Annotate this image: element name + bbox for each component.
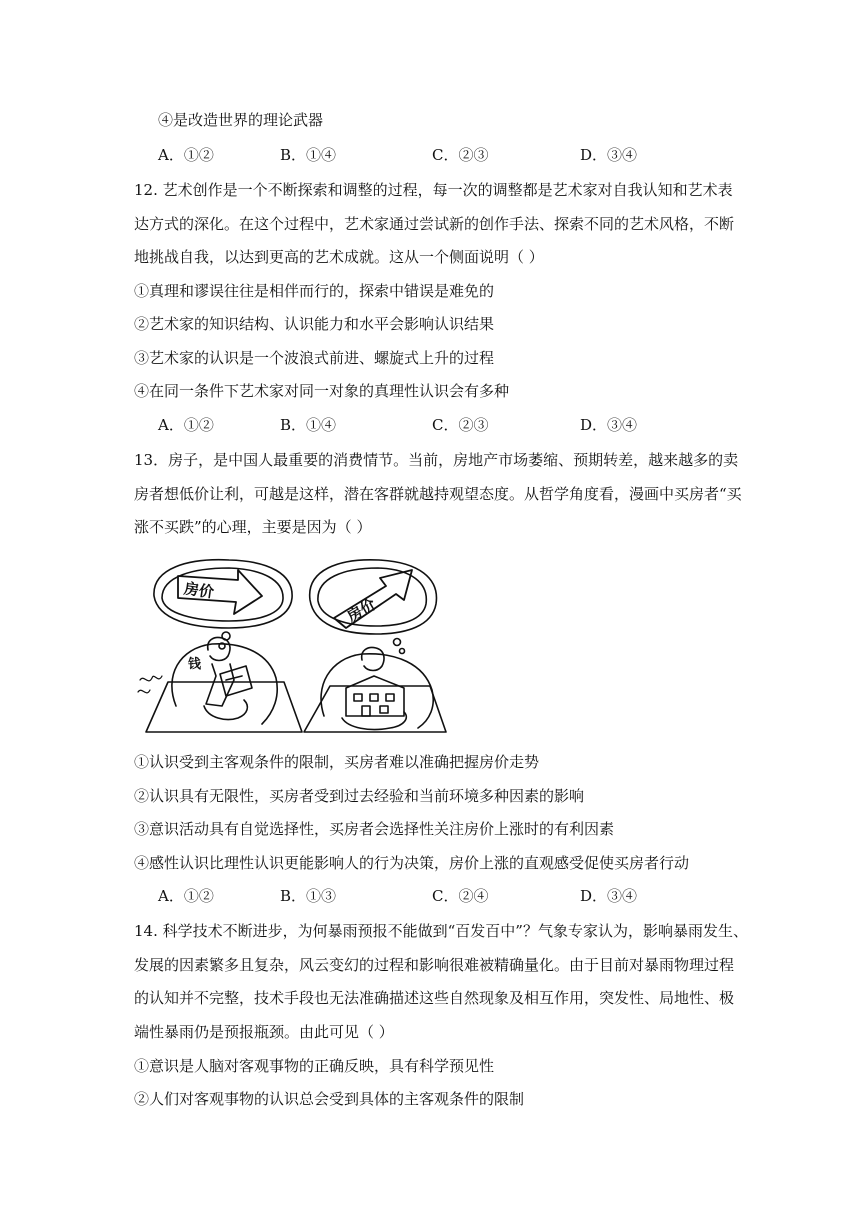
q12-item-2: ②艺术家的知识结构、认识能力和水平会影响认识结果 (134, 315, 495, 333)
right-figure-with-house (304, 648, 446, 733)
q12-options (158, 415, 798, 435)
q12-item-4: ④在同一条件下艺术家对同一对象的真理性认识会有多种 (134, 382, 510, 400)
right-thought-bubble (310, 560, 437, 654)
q13-option-d: D．③④ (580, 887, 638, 905)
q14-item-2: ②人们对客观事物的认识总会受到具体的主客观条件的限制 (134, 1090, 525, 1108)
q13-stem-line-2: 房者想低价让利，可越是这样，潜在客群就越持观望态度。从哲学角度看，漫画中买房者“买 (134, 485, 742, 503)
q11-option-d: D．③④ (580, 146, 638, 164)
q12-stem-line-2: 达方式的深化。在这个过程中，艺术家通过尝试新的创作手法、探索不同的艺术风格，不断 (134, 215, 735, 233)
q14-stem-line-2: 发展的因素繁多且复杂，风云变幻的过程和影响很难被精确量化。由于目前对暴雨物理过程 (134, 956, 735, 974)
q13-option-c: C．②④ (432, 887, 489, 905)
right-bubble-label: 房价 (343, 595, 379, 626)
q11-option-c: C．②③ (432, 146, 489, 164)
q13-item-2: ②认识具有无限性，买房者受到过去经验和当前环境多种因素的影响 (134, 787, 585, 805)
q12-option-c: C．②③ (432, 416, 489, 434)
q13-item-3: ③意识活动具有自觉选择性，买房者会选择性关注房价上涨时的有利因素 (134, 820, 615, 838)
q12-item-1: ①真理和谬误往往是相伴而行的，探索中错误是难免的 (134, 282, 495, 300)
price-rising-arrow (334, 570, 412, 628)
q12-stem-line-3: 地挑战自我，以达到更高的艺术成就。这从一个侧面说明（ ） (134, 248, 544, 266)
q11-option-b: B．①④ (280, 146, 337, 164)
q13-option-a: A．①② (158, 887, 214, 905)
house-price-cartoon (134, 556, 449, 736)
q11-options (158, 145, 798, 165)
q11-option-a: A．①② (158, 146, 214, 164)
q13-stem-line-1: 13．房子，是中国人最重要的消费情节。当前，房地产市场萎缩、预期转差，越来越多的卖 (134, 451, 739, 469)
q13-item-1: ①认识受到主客观条件的限制，买房者难以准确把握房价走势 (134, 753, 540, 771)
q14-stem-line-4: 端性暴雨仍是预报瓶颈。由此可见（ ） (134, 1023, 394, 1041)
money-label: 钱 (188, 657, 202, 672)
q13-options (158, 886, 798, 906)
q12-option-b: B．①④ (280, 416, 337, 434)
left-thought-bubble (154, 560, 292, 649)
q14-stem-line-3: 的认知并不完整，技术手段也无法准确描述这些自然现象及相互作用，突发性、局地性、极 (134, 989, 735, 1007)
q11-item-4: ④是改造世界的理论武器 (158, 111, 324, 129)
left-figure-with-money (138, 638, 302, 733)
q13-item-4: ④感性认识比理性认识更能影响人的行为决策，房价上涨的直观感受促使买房者行动 (134, 854, 690, 872)
q12-option-a: A．①② (158, 416, 214, 434)
q14-item-1: ①意识是人脑对客观事物的正确反映，具有科学预见性 (134, 1057, 495, 1075)
q12-item-3: ③艺术家的认识是一个波浪式前进、螺旋式上升的过程 (134, 349, 495, 367)
q13-stem-line-3: 涨不买跌”的心理，主要是因为（ ） (134, 518, 372, 536)
left-bubble-label: 房价 (182, 579, 216, 602)
q12-stem-line-1: 12. 艺术创作是一个不断探索和调整的过程，每一次的调整都是艺术家对自我认知和艺术表 (134, 181, 733, 199)
q14-stem-line-1: 14. 科学技术不断进步，为何暴雨预报不能做到“百发百中”？气象专家认为，影响暴雨发生、 (134, 922, 748, 940)
q13-option-b: B．①③ (280, 887, 337, 905)
q12-option-d: D．③④ (580, 416, 638, 434)
